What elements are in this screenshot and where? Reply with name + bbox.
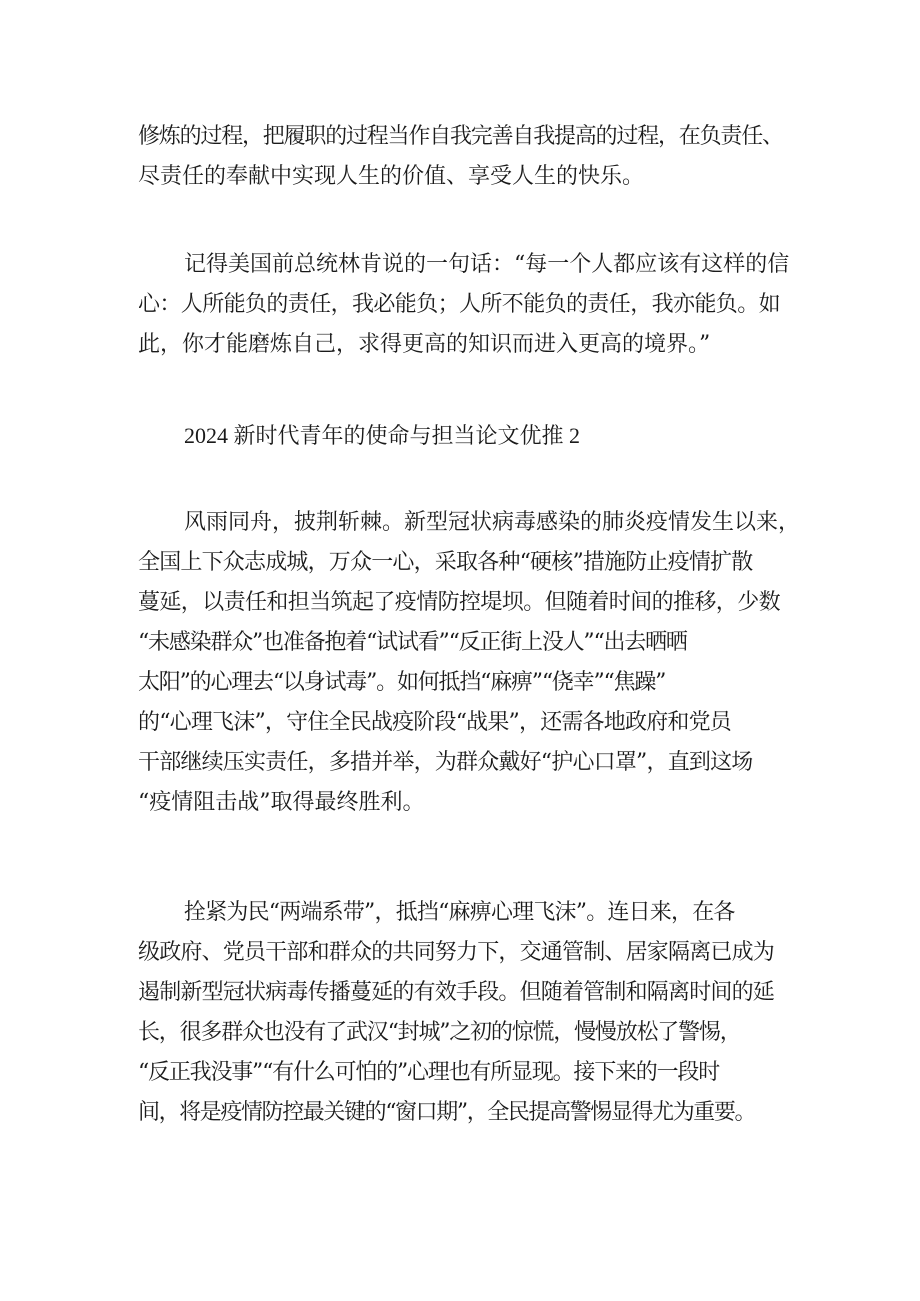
paragraph-2 bbox=[138, 245, 798, 365]
paragraph-line: 记得美国前总统林肯说的一句话：“每一个人都应该有这样的信 bbox=[184, 252, 790, 277]
paragraph-line: 拴紧为民“两端系带”，抵挡“麻痹心理飞沫”。连日来，在各 bbox=[184, 900, 735, 925]
paragraph-4 bbox=[138, 893, 798, 1133]
paragraph-1 bbox=[138, 117, 798, 197]
paragraph-line: 的“心理飞沫”，守住全民战疫阶段“战果”，还需各地政府和党员 bbox=[138, 710, 731, 735]
paragraph-line: 修炼的过程，把履职的过程当作自我完善自我提高的过程，在负责任、 bbox=[138, 124, 783, 149]
paragraph-line: 风雨同舟，披荆斩棘。新型冠状病毒感染的肺炎疫情发生以来， bbox=[184, 510, 801, 535]
paragraph-line: “疫情阻击战”取得最终胜利。 bbox=[138, 790, 425, 815]
paragraph-line: 级政府、党员干部和群众的共同努力下，交通管制、居家隔离已成为 bbox=[138, 940, 775, 965]
paragraph-line: 干部继续压实责任，多措并举，为群众戴好“护心口罩”，直到这场 bbox=[138, 750, 753, 775]
paragraph-line: 长，很多群众也没有了武汉“封城”之初的惊慌，慢慢放松了警惕， bbox=[138, 1020, 741, 1045]
paragraph-line: 遏制新型冠状病毒传播蔓延的有效手段。但随着管制和隔离时间的延 bbox=[138, 980, 775, 1005]
paragraph-line: 此，你才能磨炼自己，求得更高的知识而进入更高的境界。” bbox=[138, 332, 711, 357]
heading-text: 2024 新时代青年的使命与担当论文优推 2 bbox=[184, 423, 581, 448]
paragraph-line: “未感染群众”也准备抱着“试试看”“反正街上没人”“出去晒晒 bbox=[138, 630, 687, 655]
paragraph-line: 心：人所能负的责任，我必能负；人所不能负的责任，我亦能负。如 bbox=[138, 292, 781, 317]
paragraph-line: 全国上下众志成城，万众一心，采取各种“硬核”措施防止疫情扩散 bbox=[138, 550, 753, 575]
paragraph-line: 蔓延，以责任和担当筑起了疫情防控堤坝。但随着时间的推移，少数 bbox=[138, 590, 781, 615]
paragraph-3 bbox=[138, 503, 801, 823]
paragraph-line: 尽责任的奉献中实现人生的价值、享受人生的快乐。 bbox=[138, 164, 645, 189]
paragraph-line: 间，将是疫情防控最关键的“窗口期”，全民提高警惕显得尤为重要。 bbox=[138, 1100, 756, 1125]
paragraph-line: 太阳”的心理去“以身试毒”。如何抵挡“麻痹”“侥幸”“焦躁” bbox=[138, 670, 666, 695]
section-heading bbox=[138, 416, 798, 456]
paragraph-line: “反正我没事”“有什么可怕的”心理也有所显现。接下来的一段时 bbox=[138, 1060, 719, 1085]
